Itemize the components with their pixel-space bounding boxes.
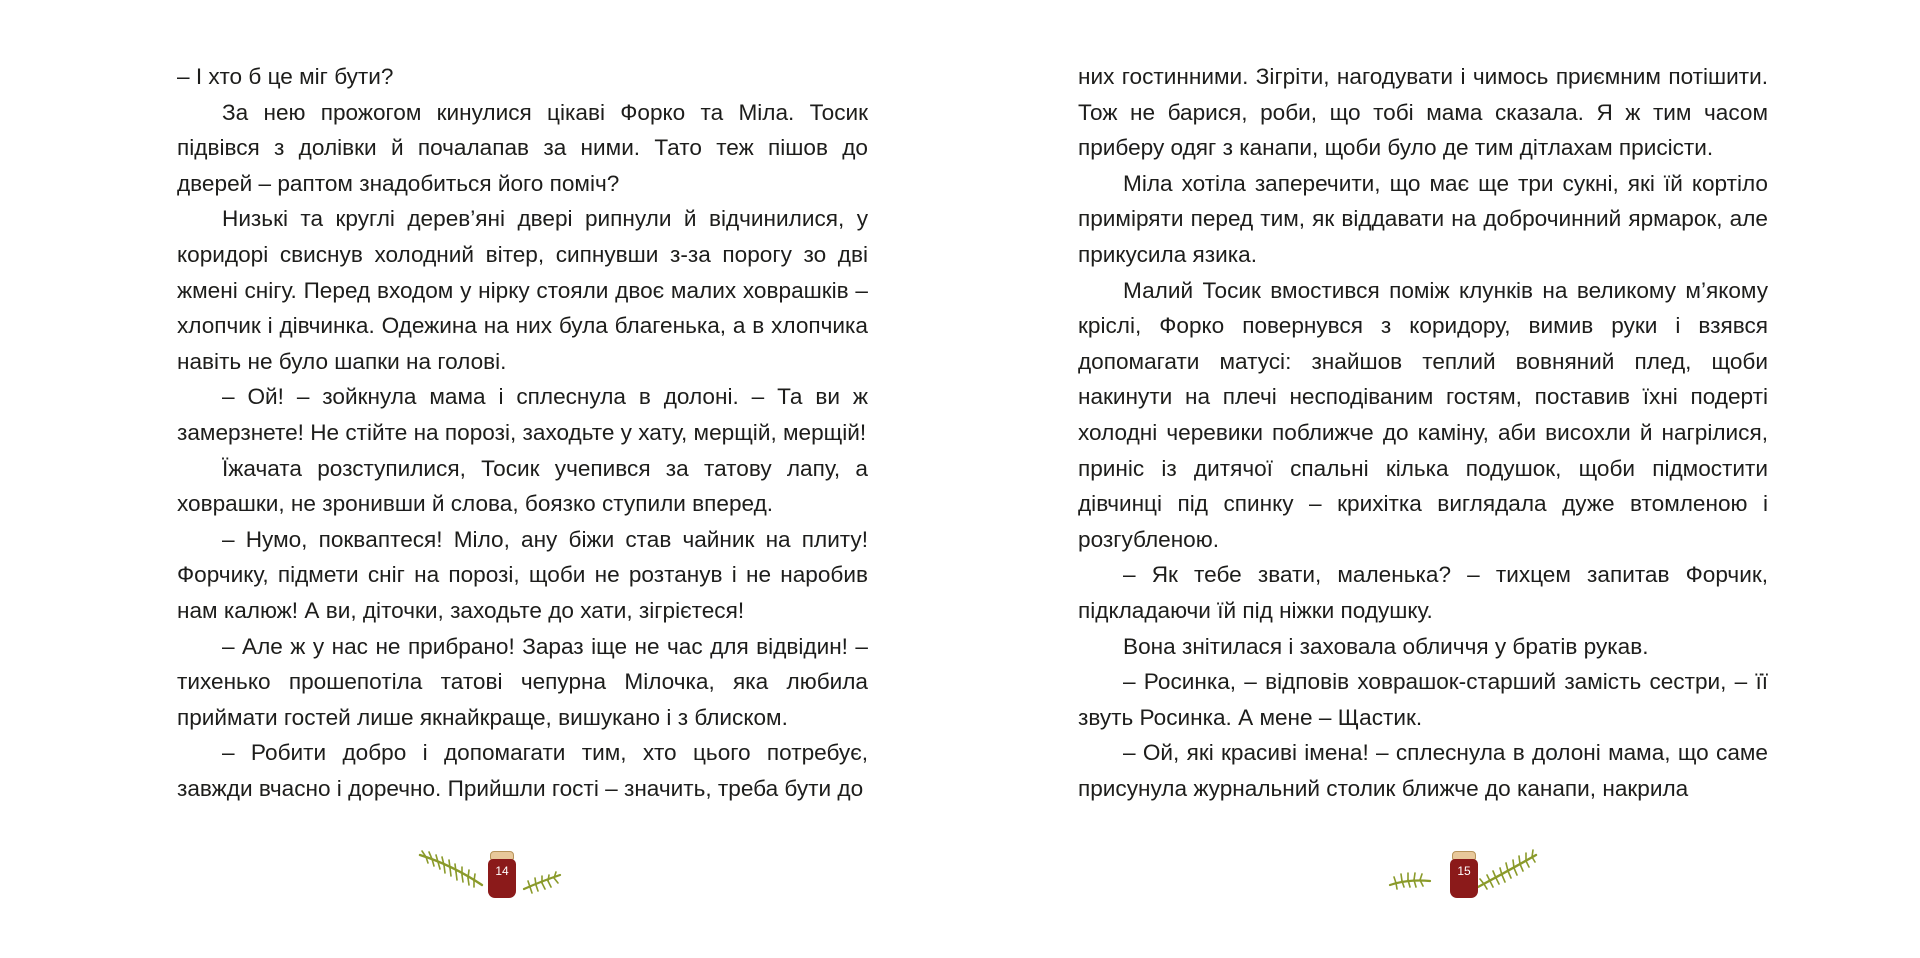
- jar-icon: [488, 851, 516, 898]
- paragraph: Їжачата розступилися, Тосик учепився за татову лапу, а ховрашки, не зронивши й слова, боязко ступили вперед.: [177, 455, 868, 517]
- page-number: 15: [1457, 864, 1471, 878]
- page-number-ornament-right: [1378, 835, 1548, 915]
- paragraph: – І хто б це міг бути?: [177, 64, 394, 89]
- paragraph: Міла хотіла заперечити, що має ще три сукні, які їй кортіло приміряти перед тим, як віддавати на доброчинний ярмарок, але прикусила язика.: [1078, 170, 1768, 267]
- paragraph: – Як тебе звати, маленька? – тихцем запитав Форчик, підкладаючи їй під ніжки подушку.: [1078, 562, 1768, 623]
- right-page-text: [1078, 59, 1768, 806]
- paragraph: Малий Тосик вмостився поміж клунків на великому м’якому кріслі, Форко повернувся з коридору, вимив руки і взявся допомагати матусі: знайшов теплий вовняний плед, щоби накинути на плечі несподіваним гостям, поставив їхні подерті холодні черевики поближче до каміну, аби висохли й нагрілися, приніс із дитячої спальні кілька подушок, щоби підмостити дівчинці під спинку – крихітка виглядала дуже втомленою і розгубленою.: [1078, 277, 1768, 552]
- paragraph: – Робити добро і допомагати тим, хто цього потребує, завжди вчасно і доречно. Прийшли гості – значить, треба бути до: [177, 740, 868, 801]
- paragraph: Вона знітилася і заховала обличчя у братів рукав.: [1123, 633, 1649, 659]
- paragraph: Низькі та круглі дерев’яні двері рипнули й відчинилися, у коридорі свиснув холодний вітер, сипнувши з-за порогу зо дві жмені снігу. Перед входом у нірку стояли двоє малих ховрашків – хлопчик і дівчинка. Одежина на них була благенька, а в хлопчика навіть не було шапки на голові.: [177, 206, 868, 374]
- page-number: 14: [495, 864, 509, 878]
- jar-icon: [1450, 851, 1478, 898]
- page-number-ornament-left: [412, 835, 582, 915]
- paragraph: – Але ж у нас не прибрано! Зараз іще не час для відвідин! – тихенько прошепотіла татові чепурна Мілочка, яка любила приймати гостей лише якнайкраще, вишукано і з блиском.: [177, 633, 868, 730]
- paragraph: – Нумо, поквaптеся! Міло, ану біжи став чайник на плиту! Форчику, підмети сніг на порозі, щоби не розтанув і не наробив нам калюж! А ви, діточки, заходьте до хати, зігрієтеся!: [177, 526, 868, 623]
- paragraph: – Ой! – зойкнула мама і сплеснула в долоні. – Та ви ж замерзнете! Не стійте на порозі, заходьте у хату, мерщій, мерщій!: [177, 384, 868, 445]
- left-page-text: [177, 59, 868, 806]
- paragraph: За нею прожогом кинулися цікаві Форко та Міла. Тосик підвівся з долівки й почалапав за ними. Тато теж пішов до дверей – раптом знадобиться його поміч?: [177, 99, 868, 196]
- paragraph: них гостинними. Зігріти, нагодувати і чимось приємним потішити. Тож не барися, роби, що тобі мама сказала. Я ж тим часом приберу одяг з канапи, щоби було де тим дітлахам присісти.: [1078, 64, 1768, 161]
- paragraph: – Ой, які красиві імена! – сплеснула в долоні мама, що саме присунула журнальний столик ближче до канапи, накрила: [1078, 740, 1768, 801]
- paragraph: – Росинка, – відповів ховрашок-старший замість сестри, – її звуть Росинка. А мене – Щастик.: [1078, 669, 1768, 730]
- right-page: [960, 0, 1920, 958]
